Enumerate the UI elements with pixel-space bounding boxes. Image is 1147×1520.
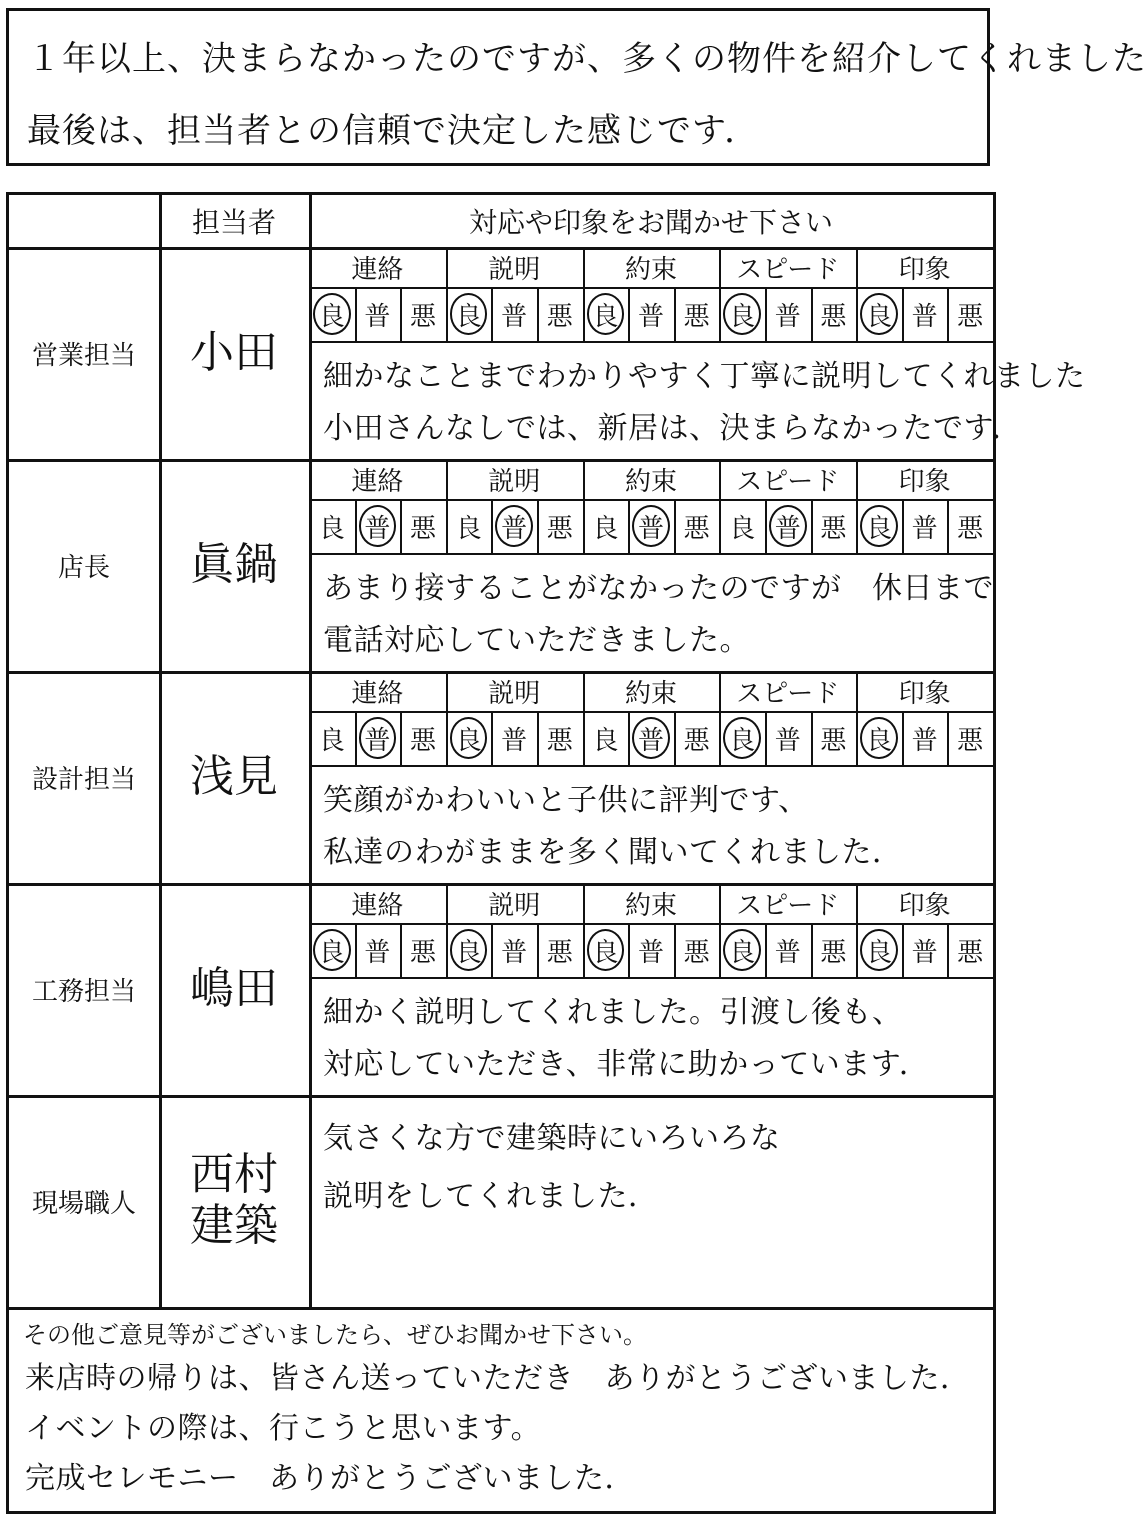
category-label: 説明 <box>488 466 541 497</box>
rating-option[interactable]: 悪 <box>957 301 984 332</box>
selected-mark <box>587 293 625 335</box>
rating-option[interactable]: 良 <box>865 937 892 968</box>
rating-option[interactable]: 良 <box>729 937 756 968</box>
rating-option[interactable]: 普 <box>364 937 391 968</box>
rating-option[interactable]: 普 <box>774 937 801 968</box>
comment-line: 細かく説明してくれました。引渡し後も、 <box>323 995 903 1030</box>
rating-option[interactable]: 良 <box>592 725 619 756</box>
rating-option[interactable]: 良 <box>592 513 619 544</box>
rating-option[interactable]: 悪 <box>409 301 436 332</box>
person-name: 浅見 <box>190 750 278 802</box>
rating-option[interactable]: 悪 <box>683 513 710 544</box>
comment-line: 説明をしてくれました． <box>323 1179 659 1214</box>
category-label: 印象 <box>898 678 951 709</box>
rating-option[interactable]: 普 <box>637 937 664 968</box>
selected-mark <box>723 293 761 335</box>
rating-option[interactable]: 良 <box>318 513 345 544</box>
role-label: 現場職人 <box>31 1188 136 1219</box>
rating-option[interactable]: 悪 <box>546 937 573 968</box>
role-label: 工務担当 <box>31 976 136 1007</box>
selected-mark <box>495 505 533 547</box>
opt-divider <box>309 977 993 979</box>
rating-option[interactable]: 普 <box>501 725 528 756</box>
rating-option[interactable]: 悪 <box>820 513 847 544</box>
other-comments-title: その他ご意見等がございましたら、ぜひお聞かせ下さい。 <box>23 1321 647 1349</box>
category-label: 約束 <box>624 466 677 497</box>
rating-option[interactable]: 普 <box>911 513 938 544</box>
rating-option[interactable]: 普 <box>774 725 801 756</box>
rating-option[interactable]: 普 <box>501 937 528 968</box>
selected-mark <box>359 717 397 759</box>
selected-mark <box>450 293 488 335</box>
selected-mark <box>450 929 488 971</box>
rating-option[interactable]: 悪 <box>957 937 984 968</box>
rating-option[interactable]: 良 <box>865 513 892 544</box>
rating-option[interactable]: 悪 <box>820 937 847 968</box>
rating-option[interactable]: 普 <box>637 725 664 756</box>
category-label: 印象 <box>898 466 951 497</box>
rating-option[interactable]: 良 <box>865 301 892 332</box>
rating-option[interactable]: 良 <box>592 937 619 968</box>
selected-mark <box>860 717 898 759</box>
category-label: 説明 <box>488 890 541 921</box>
rating-option[interactable]: 悪 <box>546 725 573 756</box>
row-divider <box>9 1307 993 1310</box>
rating-option[interactable]: 普 <box>911 301 938 332</box>
comment-line: 笑顔がかわいいと子供に評判です、 <box>323 783 809 818</box>
rating-option[interactable]: 良 <box>455 725 482 756</box>
category-label: スピード <box>736 466 840 497</box>
rating-option[interactable]: 良 <box>455 513 482 544</box>
top-comment-line-1: １年以上、決まらなかったのですが、多くの物件を紹介してくれました <box>27 39 1147 79</box>
category-label: 約束 <box>624 254 677 285</box>
selected-mark <box>723 929 761 971</box>
rating-option[interactable]: 悪 <box>957 513 984 544</box>
selected-mark <box>860 929 898 971</box>
comment-line: 細かなことまでわかりやすく丁寧に説明してくれました <box>323 359 1086 394</box>
category-label: 説明 <box>488 254 541 285</box>
comment-line: 気さくな方で建築時にいろいろな <box>323 1121 781 1156</box>
selected-mark <box>450 717 488 759</box>
rating-option[interactable]: 普 <box>364 725 391 756</box>
selected-mark <box>769 505 807 547</box>
rating-option[interactable]: 普 <box>637 301 664 332</box>
category-label: スピード <box>736 890 840 921</box>
role-label: 設計担当 <box>31 764 136 795</box>
selected-mark <box>313 929 351 971</box>
rating-option[interactable]: 悪 <box>546 513 573 544</box>
category-label: 連絡 <box>351 890 404 921</box>
selected-mark <box>632 717 670 759</box>
header-staff: 担当者 <box>191 206 276 239</box>
category-label: スピード <box>736 254 840 285</box>
rating-option[interactable]: 普 <box>911 937 938 968</box>
rating-option[interactable]: 普 <box>364 301 391 332</box>
selected-mark <box>587 929 625 971</box>
rating-option[interactable]: 良 <box>318 301 345 332</box>
category-label: 連絡 <box>351 678 404 709</box>
category-label: 印象 <box>898 254 951 285</box>
person-name: 西村建築 <box>190 1149 278 1251</box>
rating-option[interactable]: 良 <box>729 301 756 332</box>
selected-mark <box>860 505 898 547</box>
survey-table <box>6 192 1086 1514</box>
selected-mark <box>632 505 670 547</box>
role-label: 店長 <box>57 552 110 583</box>
rating-option[interactable]: 普 <box>501 513 528 544</box>
opt-divider <box>309 341 993 343</box>
rating-option[interactable]: 悪 <box>546 301 573 332</box>
selected-mark <box>860 293 898 335</box>
rating-option[interactable]: 良 <box>455 301 482 332</box>
rating-option[interactable]: 悪 <box>409 937 436 968</box>
rating-option[interactable]: 普 <box>364 513 391 544</box>
comment-line: 小田さんなしでは、新居は、決まらなかったです． <box>323 411 1023 446</box>
person-name: 小田 <box>190 326 278 378</box>
opt-divider <box>309 765 993 767</box>
category-label: スピード <box>736 678 840 709</box>
rating-option[interactable]: 良 <box>318 725 345 756</box>
rating-option[interactable]: 悪 <box>820 301 847 332</box>
rating-option[interactable]: 良 <box>729 513 756 544</box>
category-label: 連絡 <box>351 466 404 497</box>
other-comment-line: 完成セレモニー ありがとうございました． <box>25 1461 635 1496</box>
other-comment-line: 来店時の帰りは、皆さん送っていただき ありがとうございました． <box>25 1361 971 1396</box>
category-label: 印象 <box>898 890 951 921</box>
person-name: 眞鍋 <box>190 538 278 590</box>
selected-mark <box>723 717 761 759</box>
rating-option[interactable]: 良 <box>455 937 482 968</box>
selected-mark <box>359 505 397 547</box>
role-label: 営業担当 <box>31 340 136 371</box>
comment-line: 電話対応していただきました。 <box>323 623 750 658</box>
rating-option[interactable]: 良 <box>592 301 619 332</box>
category-label: 約束 <box>624 678 677 709</box>
rating-option[interactable]: 悪 <box>409 513 436 544</box>
rating-option[interactable]: 悪 <box>683 301 710 332</box>
comment-line: 私達のわがままを多く聞いてくれました． <box>323 835 903 870</box>
rating-option[interactable]: 普 <box>501 301 528 332</box>
comment-line: 対応していただき、非常に助かっています． <box>323 1047 930 1082</box>
rating-option[interactable]: 悪 <box>820 725 847 756</box>
selected-mark <box>313 293 351 335</box>
rating-option[interactable]: 悪 <box>409 725 436 756</box>
rating-option[interactable]: 悪 <box>957 725 984 756</box>
rating-option[interactable]: 普 <box>774 513 801 544</box>
rating-option[interactable]: 悪 <box>683 725 710 756</box>
rating-option[interactable]: 良 <box>729 725 756 756</box>
top-comment-line-2: 最後は、担当者との信頼で決定した感じです． <box>27 111 760 151</box>
category-label: 約束 <box>624 890 677 921</box>
rating-option[interactable]: 悪 <box>683 937 710 968</box>
header-feedback: 対応や印象をお聞かせ下さい <box>468 206 833 239</box>
comment-line: あまり接することがなかったのですが 休日まで <box>323 571 994 606</box>
rating-option[interactable]: 普 <box>774 301 801 332</box>
rating-option[interactable]: 普 <box>911 725 938 756</box>
opt-divider <box>309 553 993 555</box>
top-comment-box <box>6 8 1147 166</box>
other-comment-line: イベントの際は、行こうと思います。 <box>25 1411 542 1446</box>
rating-option[interactable]: 良 <box>865 725 892 756</box>
rating-option[interactable]: 普 <box>637 513 664 544</box>
rating-option[interactable]: 良 <box>318 937 345 968</box>
category-label: 説明 <box>488 678 541 709</box>
category-label: 連絡 <box>351 254 404 285</box>
person-name: 嶋田 <box>190 962 278 1014</box>
